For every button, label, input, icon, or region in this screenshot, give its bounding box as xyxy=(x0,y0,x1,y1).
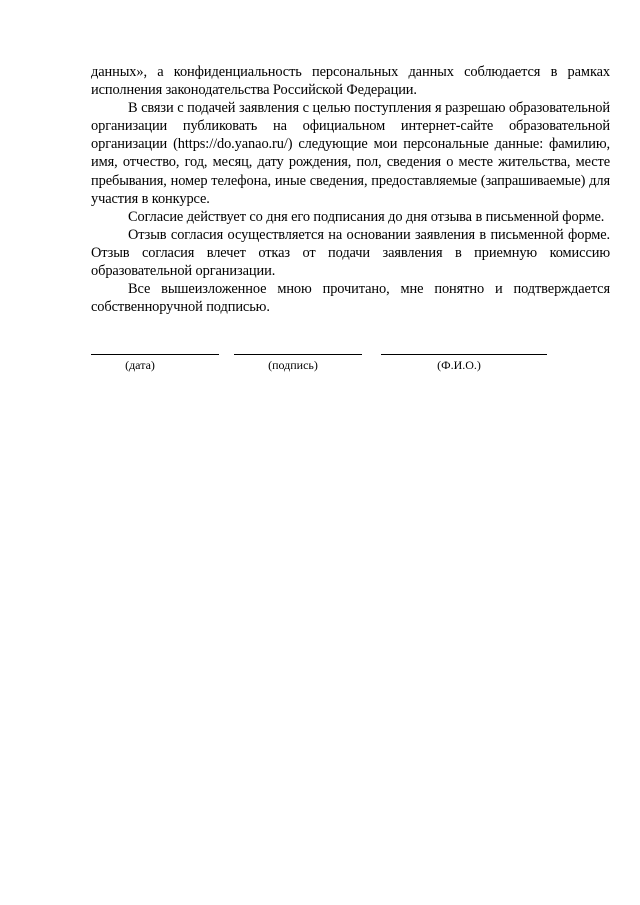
consent-text xyxy=(91,63,610,316)
paragraph-publication-consent: В связи с подачей заявления с целью поступления я разрешаю образовательной организации публиковать на официальном интернет-сайте образовательной организации (https://do.yanao.ru/) следующие мои персональные данные: фамилию, имя, отчество, год, месяц, дату рождения, пол, сведения о месте жительства, месте пребывания, номер телефона, иные сведения, предоставляемые (запрашиваемые) для участия в конкурсе. xyxy=(91,100,610,207)
paragraph-confirmation: Все вышеизложенное мною прочитано, мне понятно и подтверждается собственноручной подписью. xyxy=(91,281,610,316)
date-caption: (дата) xyxy=(125,358,155,372)
signature-caption: (подпись) xyxy=(268,358,318,372)
full-name-caption: (Ф.И.О.) xyxy=(437,358,481,372)
signature-line xyxy=(234,354,362,355)
date-line xyxy=(91,354,219,355)
paragraph-withdrawal: Отзыв согласия осуществляется на основании заявления в письменной форме. Отзыв согласия влечет отказ от подачи заявления в приемную комиссию образовательной организации. xyxy=(91,226,610,280)
full-name-line xyxy=(381,354,547,355)
paragraph-continuation: данных», а конфиденциальность персональных данных соблюдается в рамках исполнения законодательства Российской Федерации. xyxy=(91,64,610,99)
paragraph-validity: Согласие действует со дня его подписания до дня отзыва в письменной форме. xyxy=(128,208,605,225)
